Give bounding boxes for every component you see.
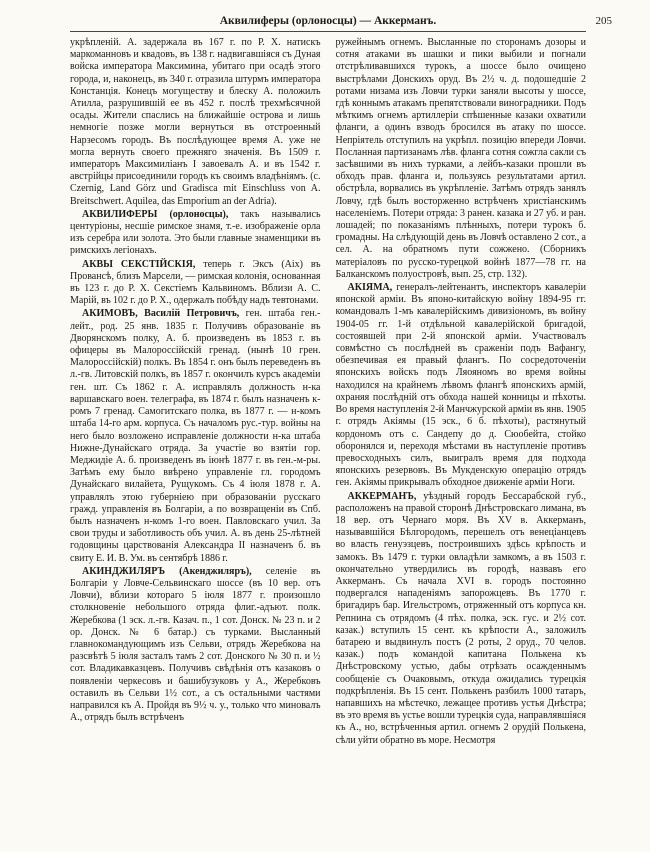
article-headword: АККЕРМАНЪ,: [347, 490, 417, 502]
article-text: ружейнымъ огнемъ. Высланные по сторонамъ дозоры и сотня атаками въ шашки и пики выбили и погнали отстрѣливавшихся турокъ, а шоссе было очищено выстрѣлами Донскихъ оруд. Въ 2½ ч. д. подошедшіе 2 ротами низама изъ Ловчи турки заняли высоты у шоссе, гдѣ коннымъ атакамъ препятствовали виноградники. Подъ мѣткимъ огнемъ артиллеріи спѣшенные казаки охватили фланги, а одинъ взводъ бросился въ атаку по шоссе. Непріятель отступилъ на укрѣпл. позицію впереди Ловчи. Посланная партизанамъ лѣв. фланга сотня сожгла сакли съ засѣвшими въ нихъ турками, а лейбъ-казаки прошли въ обходъ прав. фланга и, пользуясь результатами артил. обстрѣла, ворвались въ укрѣпленіе. Затѣмъ отрядъ занялъ Ловчу, гдѣ былъ восторженно встрѣченъ христіанскимъ населеніемъ. Потери отряда: 3 ранен. казака и 27 уб. и ран. лошадей; по показаніямъ плѣнныхъ, потери турокъ б. громадны. На слѣдующій день въ Ловчѣ оставлено 2 сот., а сел. А. на обратномъ пути сожжено. (Сборникъ матеріаловъ по русско-турецкой войнѣ 1877—78 гг. на Балканскомъ полуостровѣ, вып. 25, стр. 132).: [335, 37, 586, 280]
article-text: ген. штаба ген.-лейт., род. 25 янв. 1835 г. Получивъ образованіе въ Дворянскомъ полку, А. б. произведенъ въ 1853 г. въ офицеры въ Малороссійскій гренад. (нынѣ 10 грен. Малороссійскій) полкъ. Въ 1854 г. онъ былъ переведенъ въ л.-гв. Литовскій полкъ, въ 1857 г. окончилъ курсъ академіи ген. шт. Съ 1862 г. А. исправлялъ должность н-ка варшавскаго воен. телеграфа, въ 1874 г. былъ назначенъ к-ромъ 7 гренад. Самогитскаго полка, въ 1877 г. — н-комъ штаба 14-го арм. корпуса. Съ началомъ рус.-тур. войны на него было возложено исправленіе должности н-ка штаба Нижне-Дунайскаго отряда. За участіе во взятіи гор. Меджидіе А. б. произведенъ въ іюнѣ 1877 г. въ ген.-м-ры. Затѣмъ ему было ввѣрено управленіе гл. городомъ Дунайскаго вилайета, Рущукомъ. Съ 4 іюля 1878 г. А. управлялъ этою губерніею при образованіи русскаго гражд. управленія въ Болгаріи, а по возвращеніи въ Спб. былъ назначенъ н-комъ 1-го воен. Павловскаго учил. За свои труды и заботливость объ учил. А. въ день 25-лѣтней годовщины царствованія Александра II назначенъ б. въ свиту Е. И. В. Ум. въ сентябрѣ 1886 г.: [70, 308, 321, 564]
continuation-paragraph: [70, 37, 321, 208]
left-column: [70, 37, 321, 843]
article-text: селеніе въ Болгаріи у Ловче-Сельвинскаго шоссе (въ 10 вер. отъ Ловчи), вблизи котораго 5 іюля 1877 г. произошло столкновеніе небольшого отряда флиг.-адъют. полк. Жеребкова (1 эск. л.-гв. Казач. п., 1 сот. Донск. № 23 п. и 2 ор. Донск. № 6 батар.) съ турками. Высланный главнокомандующимъ изъ Сельви, отрядъ Жеребкова на разсвѣтѣ 5 іюля засталъ тамъ 2 сот. Донского № 30 п. и ½ сот. Владикавказцевъ. Получивъ свѣдѣнія отъ казаковъ о появленіи черкесовъ и башибузуковъ у А., Жеребковъ оставилъ въ Сельви 1½ сот., а съ остальными частями направился къ А. Пройдя въ 9½ ч. у., только что миновалъ А., отрядъ былъ встрѣченъ: [70, 565, 321, 724]
header-rule: [70, 31, 586, 32]
page-number: 205: [595, 15, 612, 27]
page-header: [70, 14, 612, 31]
continuation-paragraph: [336, 37, 587, 281]
article-paragraph: [336, 491, 587, 747]
article-paragraph: [70, 566, 321, 725]
article-paragraph: [70, 209, 321, 258]
article-headword: АКВЫ СЕКСТІЙСКІЯ,: [82, 258, 196, 270]
article-text: теперь г. Эксъ (Aix) въ Провансѣ, близъ Марсели, — римская колонія, основанная въ 123 г. до Р. Х. Секстіемъ Кальвиномъ. Вблизи А. С. Марій, въ 102 г. до Р. Х., одержалъ побѣду надъ тевтонами.: [70, 258, 321, 307]
article-paragraph: [70, 308, 321, 564]
article-paragraph: [336, 282, 587, 489]
article-text: уѣздный городъ Бессарабской губ., расположенъ на правой сторонѣ Днѣстровскаго лимана, въ 18 вер. отъ Чернаго моря. Въ XV в. Аккерманъ, называвшійся Бѣлгородомъ, перешелъ отъ венеціанцевъ во власть генуэзцевъ, построившихъ здѣсь крѣпость и замокъ. Въ 1479 г. турки овладѣли замкомъ, а въ 1503 г. окончательно утвердились въ городѣ, назвавъ его Аккерманъ. Съ начала XVI в. городъ постоянно подвергался нападеніямъ запорожцевъ. Въ 1770 г. бригадиръ бар. Игельстромъ, отряженный отъ корпуса кн. Репнина съ отрядомъ (4 пѣх. полка, эск. гус. и 2½ сот. казак.) вступилъ 15 сент. къ крѣпости А., заложилъ батарею и выдвинулъ постъ (2 роты, 2 оруд., 70 челов. казак.) подъ командой капитана Полькена къ Днѣстровскому устью, дабы отрѣзать осажденнымъ сообщеніе съ Очаковымъ, откуда ожидались турецкія подкрѣпленія. Въ 15 сент. Полькенъ разбилъ 1000 татаръ, напавшихъ на мѣстечко, лежащее противъ устья Днѣстра; въ это время въ устье вошли турецкія суда, направлявшіяся къ А., но, встрѣченныя артил. огнемъ 2 орудій Полькена, сѣли уйти обратно въ море. Несмотря: [335, 490, 586, 746]
article-text: генералъ-лейтенантъ, инспекторъ кавалеріи японской арміи. Въ японо-китайскую войну 1894-95 гг. командовалъ 1-мъ кавалерійскимъ дивизіономъ, въ войну 1904-05 гг. 1-й отдѣльной кавалерійской бригадой, состоявшей при 2-й японской арміи. Участвовалъ совмѣстно съ послѣдней въ сраженіи подъ Вафангу, обезпечивая ея правый флангъ. По сосредоточеніи японскихъ войскъ подъ Ляояномъ во время войны находился на крайнемъ лѣвомъ флангѣ японскихъ армій, охраняя послѣдній отъ обхода нашей конницы и пѣхоты. Во время наступленія 2-й Манчжурской арміи въ янв. 1905 г. отрядъ Акіямы (15 эск., 6 б. пѣхоты), растянутый кордономъ отъ с. Сандепу до д. Сюобейта, стойко оборонялся и, переходя мѣстами въ наступленіе противъ превосходныхъ силъ, выигралъ время для подхода японскихъ резервовъ. Въ Мукденскую операцію отрядъ ген. Акіямы прикрывалъ обходное движеніе арміи Ноги.: [335, 282, 586, 489]
running-title: Аквилиферы (орлоносцы) — Аккерманъ.: [219, 15, 437, 27]
article-text: укрѣпленій. А. задержала въ 167 г. по Р. Х. натискъ маркоманновъ и квадовъ, въ 138 г. надвигавшіяся съ Дуная войска императора Максимина, убитаго при осадѣ этого города, и, наконецъ, въ 340 г. отразила штурмъ императора Констанція. Конецъ могуществу и блеску А. положилъ Атилла, разрушившій ее въ 452 г. послѣ трехмѣсячной осады. Жители спаслись на ближайшіе острова и лишь немногіе позже могли вернуться въ отстроенный Нарзесомъ городъ. Въ послѣдующее время А. уже не могла вернуть своего прежняго значенія. Въ 1509 г. императоръ Максимиліанъ I завоевалъ А. и въ 1542 г. австрійцы присоединили городъ къ своимъ владѣніямъ. (c. Czernig, Land Görz und Gradisca mit Einschluss von A. Breitschwert. Aquilea, das Emporium an der Adria).: [70, 37, 321, 207]
article-headword: АКІЯМА,: [347, 282, 393, 294]
right-column: [336, 37, 587, 843]
article-text: такъ назывались центуріоны, несшіе римское знамя, т.-е. изображеніе орла изъ серебра или золота. Это были главные знаменщики въ римскихъ легіонахъ.: [70, 208, 321, 257]
article-headword: АКИНДЖИЛЯРЪ (Акенджиляръ),: [82, 565, 252, 577]
text-columns: [70, 37, 586, 843]
article-headword: АКИМОВЪ, Василій Петровичъ,: [82, 308, 240, 320]
article-headword: АКВИЛИФЕРЫ (орлоносцы),: [82, 208, 229, 220]
article-paragraph: [70, 259, 321, 308]
